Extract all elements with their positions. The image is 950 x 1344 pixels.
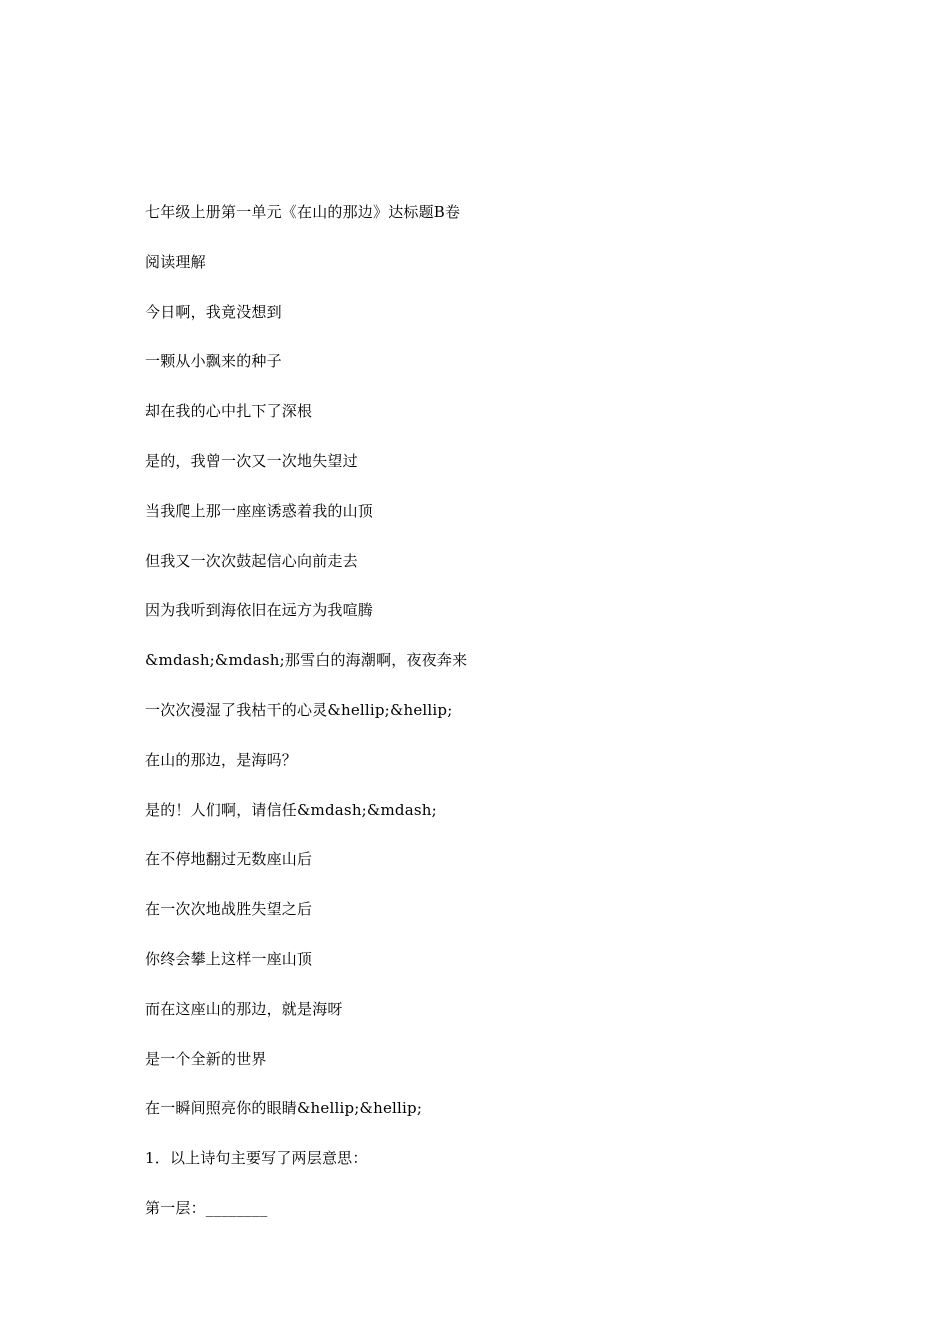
poem-line: 一次次漫湿了我枯干的心灵&hellip;&hellip; xyxy=(145,700,453,719)
section-heading: 阅读理解 xyxy=(145,252,206,271)
poem-line: 因为我听到海依旧在远方为我喧腾 xyxy=(145,601,374,620)
document-title: 七年级上册第一单元《在山的那边》达标题B卷 xyxy=(145,203,461,221)
poem-line: 而在这座山的那边，就是海呀 xyxy=(145,999,343,1018)
poem-line: 但我又一次次鼓起信心向前走去 xyxy=(145,551,358,570)
poem-line: 是的！人们啊，请信任&mdash;&mdash; xyxy=(145,800,437,819)
question-1: 1．以上诗句主要写了两层意思： xyxy=(145,1149,368,1168)
answer-blank-layer-1: 第一层：________ xyxy=(145,1198,268,1217)
poem-line: 在不停地翻过无数座山后 xyxy=(145,850,313,869)
poem-line: 却在我的心中扎下了深根 xyxy=(145,402,313,421)
poem-line: &mdash;&mdash;那雪白的海潮啊，夜夜奔来 xyxy=(145,651,468,670)
poem-line: 当我爬上那一座座诱惑着我的山顶 xyxy=(145,501,374,520)
document-body xyxy=(145,201,845,1247)
poem-line: 你终会攀上这样一座山顶 xyxy=(145,949,313,968)
poem-line: 是一个全新的世界 xyxy=(145,1049,267,1068)
poem-line: 今日啊，我竟没想到 xyxy=(145,302,282,321)
poem-line: 在一次次地战胜失望之后 xyxy=(145,900,313,919)
poem-line: 一颗从小飘来的种子 xyxy=(145,352,282,371)
poem-line: 是的，我曾一次又一次地失望过 xyxy=(145,451,358,470)
poem-line: 在山的那边，是海吗？ xyxy=(145,750,298,769)
poem-line: 在一瞬间照亮你的眼睛&hellip;&hellip; xyxy=(145,1099,423,1118)
